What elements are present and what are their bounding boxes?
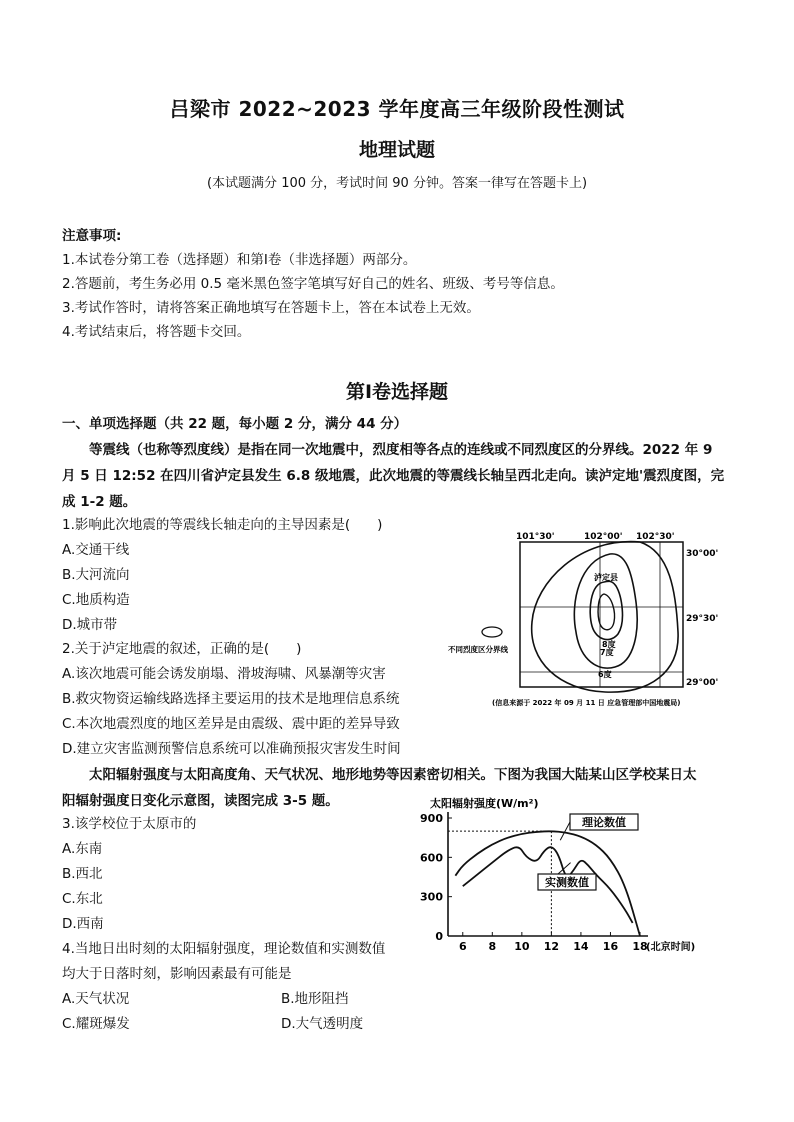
q4-option: C.耀斑爆发 (62, 1016, 130, 1032)
q4-stem: 均大于日落时刻，影响因素最有可能是 (62, 966, 292, 982)
q3-option: D.西南 (62, 916, 104, 932)
exam-note: (本试题满分 100 分，考试时间 90 分钟。答案一律写在答题卡上) (206, 176, 588, 191)
passage-2-line: 阳辐射强度日变化示意图，读图完成 3-5 题。 (62, 793, 339, 809)
theoretical-value-label: 理论数值 (582, 816, 626, 829)
x-axis-label: (北京时间) (646, 942, 696, 953)
q4-option: A.天气状况 (62, 991, 130, 1007)
q3-option: C.东北 (62, 891, 103, 907)
measured-value-label: 实测数值 (545, 876, 589, 889)
notice-item: 2.答题前，考生务必用 0.5 毫米黑色签字笔填写好自己的姓名、班级、考号等信息。 (62, 276, 564, 292)
legend-symbol (482, 627, 502, 637)
isoseismal-8 (590, 581, 622, 639)
q2-option: C.本次地震烈度的地区差异是由震级、震中距的差异导致 (62, 716, 400, 732)
q3-stem: 3.该学校位于太原市的 (62, 816, 197, 832)
q4-stem: 4.当地日出时刻的太阳辐射强度，理论数值和实测数值 (62, 941, 386, 957)
y-tick-label: 0 (435, 930, 443, 943)
q3-option: B.西北 (62, 866, 103, 882)
part-heading: 一、单项选择题（共 22 题，每小题 2 分，满分 44 分） (62, 416, 408, 432)
subject-title: 地理试题 (358, 139, 435, 161)
x-tick-label: 18 (632, 940, 648, 953)
legend-label: 不同烈度区分界线 (448, 645, 508, 654)
map-lat-label: 29°30' (686, 614, 719, 624)
solar-radiation-chart (410, 790, 710, 960)
section-title: 第Ⅰ卷选择题 (345, 381, 449, 403)
q4-option: B.地形阻挡 (281, 991, 349, 1007)
intensity-label: 6度 (598, 670, 612, 679)
q3-option: A.东南 (62, 841, 103, 857)
x-tick-label: 10 (514, 940, 530, 953)
x-tick-label: 16 (602, 940, 619, 953)
q1-option: A.交通干线 (62, 542, 130, 558)
reference-lines (448, 831, 551, 936)
passage-1-line: 月 5 日 12:52 在四川省泸定县发生 6.8 级地震，此次地震的等震线长轴呈西北走向。读泸定地'震烈度图，完 (62, 468, 725, 484)
notice-heading: 注意事项: (62, 228, 122, 244)
isoseismal-9 (598, 594, 614, 630)
x-tick-label: 14 (573, 940, 589, 953)
q4-option: D.大气透明度 (281, 1016, 364, 1032)
notice-item: 1.本试卷分第工卷（选择题）和第Ⅰ卷（非选择题）两部分。 (62, 252, 417, 268)
notice-item: 4.考试结束后，将答题卡交回。 (62, 324, 251, 340)
map-lon-label: 102°30' (636, 532, 675, 542)
q2-option: D.建立灾害监测预警信息系统可以准确预报灾害发生时间 (62, 741, 401, 757)
passage-1 (62, 437, 730, 515)
map-lon-label: 101°30' (516, 532, 555, 542)
map-lon-label: 102°00' (584, 532, 623, 542)
tick-labels (420, 812, 648, 953)
q2-option: B.救灾物资运输线路选择主要运用的技术是地理信息系统 (62, 691, 400, 707)
passage-2-line: 太阳辐射强度与太阳高度角、天气状况、地形地势等因素密切相关。下图为我国大陆某山区学校某日太 (89, 767, 697, 783)
seismic-intensity-map (440, 522, 730, 712)
notice-item: 3.考试作答时，请将答案正确地填写在答题卡上，答在本试卷上无效。 (62, 300, 480, 316)
q1-stem: 1.影响此次地震的等震线长轴走向的主导因素是( ) (62, 517, 383, 533)
y-tick-label: 300 (420, 890, 443, 904)
intensity-label: 7度 (600, 648, 614, 657)
y-tick-label: 600 (420, 851, 443, 865)
passage-1-line: 等震线（也称等烈度线）是指在同一次地震中，烈度相等各点的连线或不同烈度区的分界线。2022 年 9 (89, 442, 713, 458)
exam-title: 吕梁市 2022~2023 学年度高三年级阶段性测试 (169, 97, 625, 121)
series-labels (538, 814, 638, 890)
map-lat-label: 29°00' (686, 678, 719, 688)
y-tick-label: 900 (420, 812, 443, 825)
q2-option: A.该次地震可能会诱发崩塌、滑坡海啸、风暴潮等灾害 (62, 666, 386, 682)
x-tick-label: 8 (488, 940, 497, 953)
chart-title: 太阳辐射强度(W/m²) (430, 797, 539, 810)
passage-1-line: 成 1-2 题。 (62, 494, 137, 510)
intensity-label: 8度 (602, 640, 616, 649)
q1-option: D.城市带 (62, 617, 118, 633)
map-source: (信息来源于 2022 年 09 月 11 日 应急管理部中国地震局) (492, 699, 681, 707)
theoretical-value-label-leader (560, 822, 570, 840)
q2-stem: 2.关于泸定地震的叙述，正确的是( ) (62, 641, 302, 657)
q1-option: C.地质构造 (62, 592, 130, 608)
map-lat-label: 30°00' (686, 549, 719, 559)
x-tick-label: 12 (543, 940, 560, 953)
place-label: 泸定县 (594, 573, 618, 582)
q1-option: B.大河流向 (62, 567, 130, 583)
x-tick-label: 6 (458, 940, 467, 953)
